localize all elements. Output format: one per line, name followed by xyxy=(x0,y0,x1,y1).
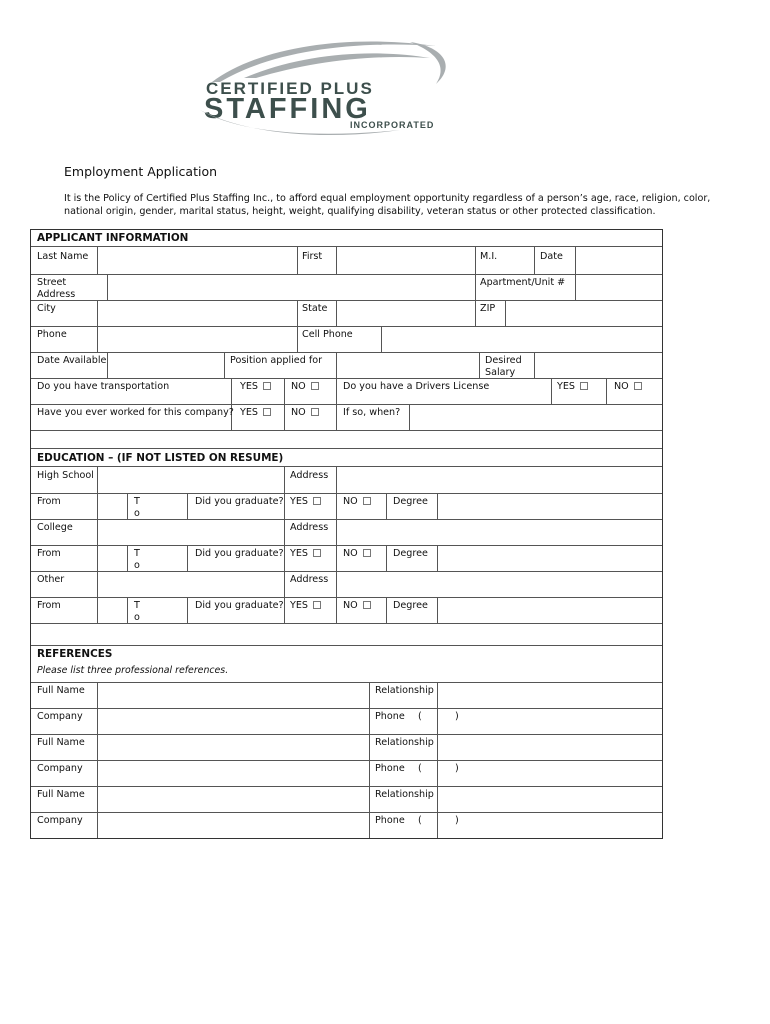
references-heading: REFERENCES xyxy=(37,648,113,660)
ref3-name-label: Full Name xyxy=(37,789,85,800)
ref1-relationship-label: Relationship xyxy=(375,685,434,696)
other-from-label: From xyxy=(37,600,61,611)
worked-no[interactable]: NO xyxy=(291,407,319,419)
city-label: City xyxy=(37,303,56,314)
company-logo xyxy=(200,38,465,138)
ref1-phone-label: Phone xyxy=(375,711,405,722)
zip-label: ZIP xyxy=(480,303,496,314)
checkbox-icon xyxy=(313,549,321,557)
checkbox-icon xyxy=(263,382,271,390)
college-degree-label: Degree xyxy=(393,548,428,559)
address-label: Address xyxy=(37,289,76,300)
other-degree-label: Degree xyxy=(393,600,428,611)
ref3-company-label: Company xyxy=(37,815,83,826)
checkbox-icon xyxy=(311,382,319,390)
ref3-phone-label: Phone xyxy=(375,815,405,826)
drivers-license-label: Do you have a Drivers License xyxy=(343,381,490,392)
checkbox-icon xyxy=(580,382,588,390)
logo-line3: INCORPORATED xyxy=(350,120,435,130)
policy-statement: It is the Policy of Certified Plus Staffing Inc., to afford equal employment opportunity regardless of a person’s age, race, religion, color, national origin, gender, marital status, height, weight, qualifying disability, veteran status or other protected classification. xyxy=(64,193,711,217)
ref2-company-label: Company xyxy=(37,763,83,774)
college-to-label-2: o xyxy=(134,560,140,571)
transportation-label: Do you have transportation xyxy=(37,381,170,392)
worked-before-label: Have you ever worked for this company? xyxy=(37,407,234,418)
transportation-no[interactable]: NO xyxy=(291,381,319,393)
hs-degree-label: Degree xyxy=(393,496,428,507)
checkbox-icon xyxy=(634,382,642,390)
hs-to-label-2: o xyxy=(134,508,140,519)
date-label: Date xyxy=(540,251,563,262)
ref2-relationship-label: Relationship xyxy=(375,737,434,748)
college-from-label: From xyxy=(37,548,61,559)
hs-to-label-1: T xyxy=(134,496,140,507)
ref3-paren-open: ( xyxy=(418,815,422,826)
college-to-label-1: T xyxy=(134,548,140,559)
salary-label: Salary xyxy=(485,367,516,378)
date-available-label: Date Available xyxy=(37,355,107,366)
apartment-label: Apartment/Unit # xyxy=(480,277,566,288)
if-so-when-label: If so, when? xyxy=(343,407,401,418)
college-label: College xyxy=(37,522,73,533)
checkbox-icon xyxy=(363,549,371,557)
state-label: State xyxy=(302,303,328,314)
ref1-company-label: Company xyxy=(37,711,83,722)
high-school-label: High School xyxy=(37,470,94,481)
hs-graduate-label: Did you graduate? xyxy=(195,496,284,507)
desired-label: Desired xyxy=(485,355,522,366)
other-to-label-2: o xyxy=(134,612,140,623)
hs-address-label: Address xyxy=(290,470,329,481)
other-address-label: Address xyxy=(290,574,329,585)
ref2-paren-open: ( xyxy=(418,763,422,774)
ref3-relationship-label: Relationship xyxy=(375,789,434,800)
hs-yes[interactable]: YES xyxy=(290,496,321,508)
checkbox-icon xyxy=(311,408,319,416)
checkbox-icon xyxy=(363,497,371,505)
applicant-heading: APPLICANT INFORMATION xyxy=(37,232,189,244)
page-title: Employment Application xyxy=(64,164,218,179)
transportation-yes[interactable]: YES xyxy=(240,381,271,393)
logo-line2: STAFFING xyxy=(204,93,371,125)
other-label: Other xyxy=(37,574,65,585)
ref2-phone-label: Phone xyxy=(375,763,405,774)
worked-yes[interactable]: YES xyxy=(240,407,271,419)
ref2-name-label: Full Name xyxy=(37,737,85,748)
mi-label: M.I. xyxy=(480,251,498,262)
college-graduate-label: Did you graduate? xyxy=(195,548,284,559)
street-label: Street xyxy=(37,277,67,288)
ref3-paren-close: ) xyxy=(455,815,459,826)
college-address-label: Address xyxy=(290,522,329,533)
logo-line1: CERTIFIED PLUS xyxy=(206,79,374,98)
last-name-label: Last Name xyxy=(37,251,89,262)
checkbox-icon xyxy=(313,601,321,609)
hs-no[interactable]: NO xyxy=(343,496,371,508)
license-no[interactable]: NO xyxy=(614,381,642,393)
cell-phone-label: Cell Phone xyxy=(302,329,353,340)
other-to-label-1: T xyxy=(134,600,140,611)
ref1-name-label: Full Name xyxy=(37,685,85,696)
checkbox-icon xyxy=(363,601,371,609)
ref2-paren-close: ) xyxy=(455,763,459,774)
first-name-label: First xyxy=(302,251,323,262)
other-no[interactable]: NO xyxy=(343,600,371,612)
references-note: Please list three professional references. xyxy=(37,665,229,676)
position-label: Position applied for xyxy=(230,355,323,366)
checkbox-icon xyxy=(263,408,271,416)
hs-from-label: From xyxy=(37,496,61,507)
application-form xyxy=(30,229,663,839)
ref1-paren-open: ( xyxy=(418,711,422,722)
college-no[interactable]: NO xyxy=(343,548,371,560)
other-yes[interactable]: YES xyxy=(290,600,321,612)
checkbox-icon xyxy=(313,497,321,505)
phone-label: Phone xyxy=(37,329,67,340)
education-heading: EDUCATION – (IF NOT LISTED ON RESUME) xyxy=(37,452,284,464)
license-yes[interactable]: YES xyxy=(557,381,588,393)
other-graduate-label: Did you graduate? xyxy=(195,600,284,611)
college-yes[interactable]: YES xyxy=(290,548,321,560)
ref1-paren-close: ) xyxy=(455,711,459,722)
